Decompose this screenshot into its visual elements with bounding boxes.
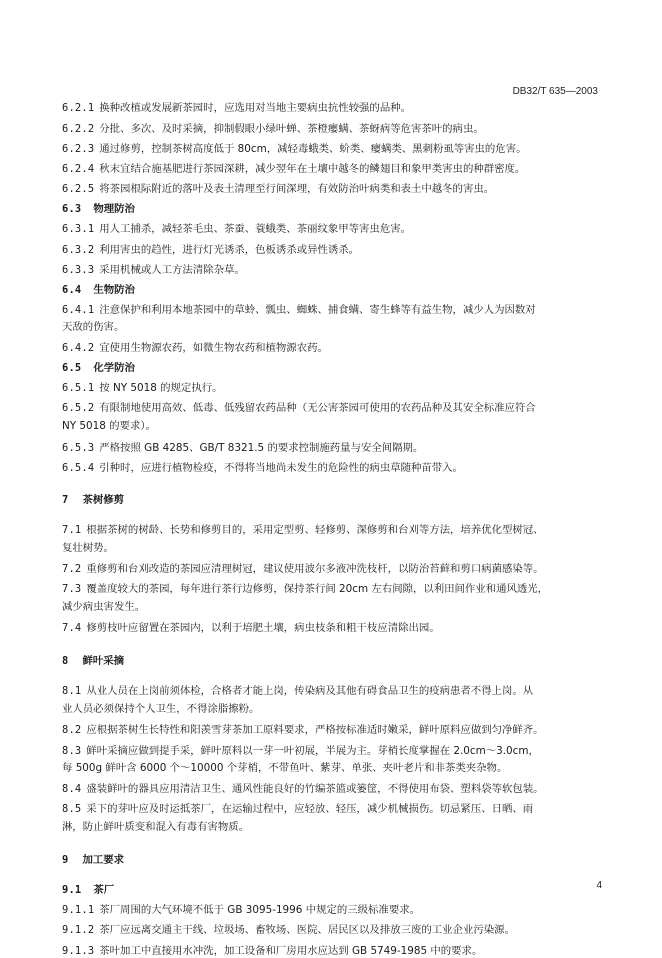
clause-6-3-3 bbox=[62, 264, 245, 277]
clause-6-2-1 bbox=[62, 102, 411, 115]
clause-text: 换种改植或发展新茶园时，应选用对当地主要病虫抗性较强的品种。 bbox=[99, 102, 411, 114]
section-title: 生物防治 bbox=[93, 284, 135, 296]
clause-text: 分批、多次、及时采摘，抑制假眼小绿叶蝉、茶橙瘿螨、茶蚜病等危害茶叶的病虫。 bbox=[99, 123, 484, 135]
section-number: 9.1 bbox=[62, 884, 82, 896]
clause-text: 覆盖度较大的茶园，每年进行茶行边修剪，保持茶行间 20cm 左右间隙，以利田间作业和通风透光， bbox=[86, 583, 549, 595]
clause-6-2-3 bbox=[62, 143, 526, 156]
clause-8-5 bbox=[62, 803, 533, 816]
clause-number: 6.3.2 bbox=[62, 244, 95, 256]
clause-text: 按 NY 5018 的规定执行。 bbox=[99, 382, 223, 394]
clause-7-3 bbox=[62, 583, 548, 596]
clause-8-3-continuation: 每 500g 鲜叶含 6000 个～10000 个芽梢，不带鱼叶、紫芽、单张、夹叶老片和非茶类夹杂物。 bbox=[62, 762, 508, 774]
clause-text: 采下的芽叶应及时运抵茶厂，在运输过程中，应轻放、轻压，减少机械损伤。切忌紧压、日晒、雨 bbox=[86, 803, 534, 815]
clause-number: 7.1 bbox=[62, 524, 82, 536]
document-id-header: DB32/T 635—2003 bbox=[512, 86, 598, 97]
section-heading-9 bbox=[62, 854, 124, 867]
clause-number: 6.5.3 bbox=[62, 442, 95, 454]
clause-text: 茶叶加工中直接用水冲洗，加工设备和厂房用水应达到 GB 5749-1985 中的要求。 bbox=[99, 945, 483, 957]
clause-7-3-continuation: 减少病虫害发生。 bbox=[62, 601, 146, 613]
clause-6-5-1 bbox=[62, 382, 223, 395]
clause-6-5-4 bbox=[62, 462, 463, 475]
clause-number: 8.1 bbox=[62, 685, 82, 697]
clause-text: 鲜叶采摘应做到提手采，鲜叶原料以一芽一叶初展，半展为主。芽梢长度掌握在 2.0cm～3.0cm， bbox=[86, 745, 539, 757]
section-heading-6-4 bbox=[62, 284, 135, 297]
clause-number: 7.2 bbox=[62, 563, 82, 575]
section-number: 6.4 bbox=[62, 284, 82, 296]
clause-6-5-2 bbox=[62, 402, 536, 415]
clause-number: 9.1.1 bbox=[62, 904, 95, 916]
clause-9-1-3 bbox=[62, 945, 482, 958]
clause-8-3 bbox=[62, 745, 539, 758]
clause-text: 通过修剪，控制茶树高度低于 80cm，减轻毒蛾类、蚧类、瘿螨类、黑刺粉虱等害虫的危害。 bbox=[99, 143, 527, 155]
clause-6-2-5 bbox=[62, 183, 494, 196]
clause-number: 6.2.1 bbox=[62, 102, 95, 114]
clause-number: 8.4 bbox=[62, 783, 82, 795]
section-title: 加工要求 bbox=[82, 854, 125, 866]
clause-6-5-2-continuation: NY 5018 的要求）。 bbox=[62, 420, 156, 432]
clause-text: 根据茶树的树龄、长势和修剪目的，采用定型剪、轻修剪、深修剪和台刈等方法，培养优化型树冠、 bbox=[86, 524, 544, 536]
clause-number: 6.5.4 bbox=[62, 462, 95, 474]
clause-6-3-1 bbox=[62, 223, 411, 236]
clause-text: 利用害虫的趋性，进行灯光诱杀，色板诱杀或异性诱杀。 bbox=[99, 244, 360, 256]
section-title: 鲜叶采摘 bbox=[82, 655, 125, 667]
clause-7-2 bbox=[62, 563, 544, 576]
clause-9-1-1 bbox=[62, 904, 420, 917]
clause-number: 6.4.2 bbox=[62, 342, 95, 354]
section-title: 物理防治 bbox=[93, 203, 135, 215]
section-title: 茶树修剪 bbox=[82, 494, 125, 506]
clause-number: 8.3 bbox=[62, 745, 82, 757]
section-heading-6-3 bbox=[62, 203, 135, 216]
clause-text: 应根据茶树生长特性和阳羡雪芽茶加工原料要求，严格按标准适时嫩采，鲜叶原料应做到匀净鲜齐。 bbox=[86, 724, 544, 736]
page-number: 4 bbox=[596, 880, 602, 891]
section-title: 茶厂 bbox=[93, 884, 115, 896]
clause-text: 茶厂应远离交通主干线、垃圾场、畜牧场、医院、居民区以及排放三废的工业企业污染源。 bbox=[99, 924, 515, 936]
section-heading-7 bbox=[62, 494, 124, 507]
clause-8-4 bbox=[62, 783, 544, 796]
clause-text: 将茶园根际附近的落叶及表土清理至行间深埋，有效防治叶病类和表土中越冬的害虫。 bbox=[99, 183, 495, 195]
clause-7-1-continuation: 复壮树势。 bbox=[62, 542, 114, 554]
clause-8-1 bbox=[62, 685, 533, 698]
clause-text: 引种时，应进行植物检疫，不得将当地尚未发生的危险性的病虫草随种苗带入。 bbox=[99, 462, 463, 474]
clause-text: 盛装鲜叶的器具应用清洁卫生、通风性能良好的竹编茶篮或篓筐，不得使用布袋、塑料袋等软包装。 bbox=[86, 783, 544, 795]
clause-6-2-4 bbox=[62, 163, 525, 176]
clause-number: 6.5.1 bbox=[62, 382, 95, 394]
section-number: 8 bbox=[62, 655, 69, 667]
clause-number: 9.1.2 bbox=[62, 924, 95, 936]
section-number: 6.5 bbox=[62, 362, 82, 374]
clause-number: 6.5.2 bbox=[62, 402, 95, 414]
clause-text: 用人工捕杀，减轻茶毛虫、茶蚕、蓑蛾类、茶丽纹象甲等害虫危害。 bbox=[99, 223, 411, 235]
clause-6-4-1 bbox=[62, 304, 536, 317]
section-heading-8 bbox=[62, 655, 124, 668]
clause-8-2 bbox=[62, 724, 544, 737]
section-number: 6.3 bbox=[62, 203, 82, 215]
clause-text: 茶厂周围的大气环境不低于 GB 3095-1996 中规定的三级标准要求。 bbox=[99, 904, 420, 916]
clause-number: 6.4.1 bbox=[62, 304, 95, 316]
clause-number: 6.3.1 bbox=[62, 223, 95, 235]
clause-text: 秋末宜结合施基肥进行茶园深耕，减少翌年在土壤中越冬的鳞翅目和象甲类害虫的种群密度。 bbox=[99, 163, 526, 175]
clause-number: 6.2.3 bbox=[62, 143, 95, 155]
clause-text: 重修剪和台刈改造的茶园应清理树冠，建议使用波尔多液冲洗枝杆，以防治苔藓和剪口病菌感染等。 bbox=[86, 563, 544, 575]
clause-text: 严格按照 GB 4285、GB/T 8321.5 的要求控制施药量与安全间隔期。 bbox=[99, 442, 424, 454]
clause-number: 7.4 bbox=[62, 622, 82, 634]
clause-number: 7.3 bbox=[62, 583, 82, 595]
clause-text: 宜使用生物源农药，如微生物农药和植物源农药。 bbox=[99, 342, 328, 354]
clause-text: 修剪枝叶应留置在茶园内，以利于培肥土壤，病虫枝条和粗干枝应清除出园。 bbox=[86, 622, 440, 634]
clause-8-5-continuation: 淋，防止鲜叶质变和混入有毒有害物质。 bbox=[62, 821, 250, 833]
clause-number: 8.2 bbox=[62, 724, 82, 736]
clause-number: 6.3.3 bbox=[62, 264, 95, 276]
clause-6-3-2 bbox=[62, 244, 359, 257]
clause-number: 6.2.5 bbox=[62, 183, 95, 195]
clause-9-1-2 bbox=[62, 924, 515, 937]
clause-6-5-3 bbox=[62, 442, 423, 455]
clause-6-2-2 bbox=[62, 123, 484, 136]
clause-number: 6.2.2 bbox=[62, 123, 95, 135]
clause-text: 注意保护和利用本地茶园中的草蛉、瓢虫、蜘蛛、捕食螨、寄生蜂等有益生物，减少人为因数对 bbox=[99, 304, 536, 316]
clause-text: 采用机械或人工方法清除杂草。 bbox=[99, 264, 245, 276]
clause-8-1-continuation: 业人员必须保持个人卫生，不得涂脂擦粉。 bbox=[62, 703, 260, 715]
clause-text: 有限制地使用高效、低毒、低残留农药品种（无公害茶园可使用的农药品种及其安全标准应符合 bbox=[99, 402, 536, 414]
section-title: 化学防治 bbox=[93, 362, 135, 374]
clause-7-4 bbox=[62, 622, 440, 635]
clause-6-4-1-continuation: 天敌的伤害。 bbox=[62, 321, 125, 333]
clause-6-4-2 bbox=[62, 342, 328, 355]
clause-text: 从业人员在上岗前须体检，合格者才能上岗，传染病及其他有碍食品卫生的疫病患者不得上岗。从 bbox=[86, 685, 534, 697]
section-number: 9 bbox=[62, 854, 69, 866]
section-heading-6-5 bbox=[62, 362, 135, 375]
clause-7-1 bbox=[62, 524, 544, 537]
clause-number: 9.1.3 bbox=[62, 945, 95, 957]
clause-number: 6.2.4 bbox=[62, 163, 95, 175]
clause-number: 8.5 bbox=[62, 803, 82, 815]
section-heading-9-1 bbox=[62, 884, 114, 897]
section-number: 7 bbox=[62, 494, 69, 506]
